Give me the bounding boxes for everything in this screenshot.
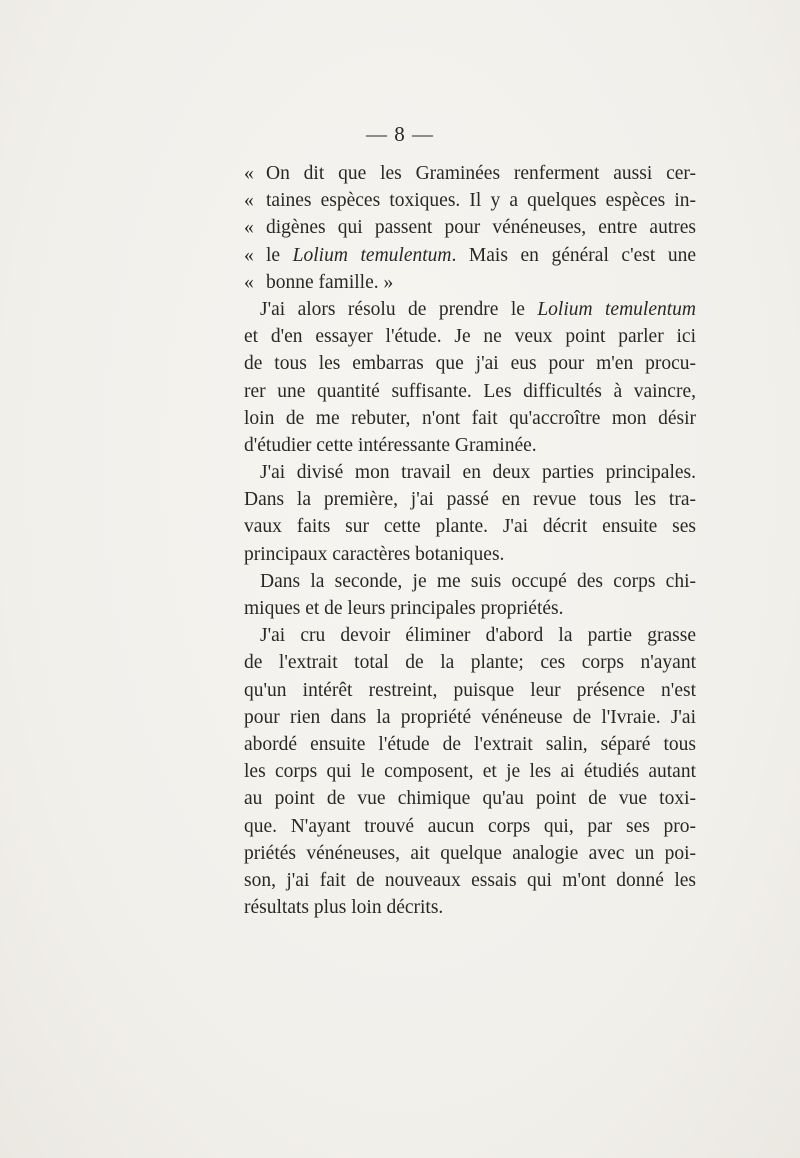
text-line: Dans la première, j'ai passé en revue tous les tra-	[244, 489, 696, 511]
quote-mark: «	[244, 163, 254, 184]
quote-mark: «	[244, 190, 254, 212]
text-line: de tous les embarras que j'ai eus pour m'en procu-	[244, 353, 696, 375]
text-line: abordé ensuite l'étude de l'extrait salin, séparé tous	[244, 733, 696, 755]
species-name: Lolium temulentum	[537, 298, 696, 320]
body-text	[244, 160, 696, 921]
text-line: les corps qui le composent, et je les ai étudiés autant	[244, 761, 696, 783]
text-line: au point de vue chimique qu'au point de vue toxi-	[244, 788, 696, 810]
text-line: vaux faits sur cette plante. J'ai décrit ensuite ses	[244, 516, 696, 538]
text-line: et d'en essayer l'étude. Je ne veux point parler ici	[244, 326, 696, 348]
quote-mark: «	[244, 271, 254, 293]
text-line: résultats plus loin décrits.	[244, 897, 444, 919]
text-line: pour rien dans la propriété vénéneuse de l'Ivraie. J'ai	[244, 706, 696, 728]
text-line	[244, 242, 696, 269]
line-text: digènes qui passent pour vénéneuses, entre autres	[266, 217, 696, 239]
line-text: On dit que les Graminées renferment aussi cer-	[266, 163, 696, 184]
text-line	[244, 296, 696, 323]
text-line: miques et de leurs principales propriétés.	[244, 598, 564, 619]
text-line: qu'un intérêt restreint, puisque leur présence n'est	[244, 679, 696, 701]
line-text: le	[266, 244, 293, 266]
text-line: J'ai divisé mon travail en deux parties principales.	[260, 462, 696, 484]
text-line: que. N'ayant trouvé aucun corps qui, par ses pro-	[244, 815, 696, 837]
text-line: son, j'ai fait de nouveaux essais qui m'ont donné les	[244, 869, 696, 891]
line-text: bonne famille. »	[266, 271, 394, 293]
line-text: J'ai alors résolu de prendre le	[260, 298, 538, 320]
page-number: — 8 —	[366, 122, 434, 146]
text-line	[244, 269, 696, 296]
text-line	[244, 160, 696, 187]
text-line: Dans la seconde, je me suis occupé des corps chi-	[260, 570, 696, 592]
quote-mark: «	[244, 217, 254, 239]
line-text: taines espèces toxiques. Il y a quelques espèces in-	[266, 190, 696, 212]
text-line: J'ai cru devoir éliminer d'abord la partie grasse	[260, 625, 696, 647]
species-name: Lolium temulentum	[292, 244, 452, 266]
text-line: d'étudier cette intéressante Graminée.	[244, 434, 537, 456]
text-line	[244, 214, 696, 241]
text-line: de l'extrait total de la plante; ces corps n'ayant	[244, 652, 696, 674]
text-line	[244, 187, 696, 214]
text-line: principaux caractères botaniques.	[244, 543, 505, 565]
text-line: loin de me rebuter, n'ont fait qu'accroître mon désir	[244, 407, 696, 429]
text-line: rer une quantité suffisante. Les difficultés à vaincre,	[244, 380, 696, 402]
text-line: priétés vénéneuses, ait quelque analogie avec un poi-	[244, 842, 696, 864]
quote-mark: «	[244, 244, 254, 266]
line-text: . Mais en général c'est une	[451, 244, 696, 266]
